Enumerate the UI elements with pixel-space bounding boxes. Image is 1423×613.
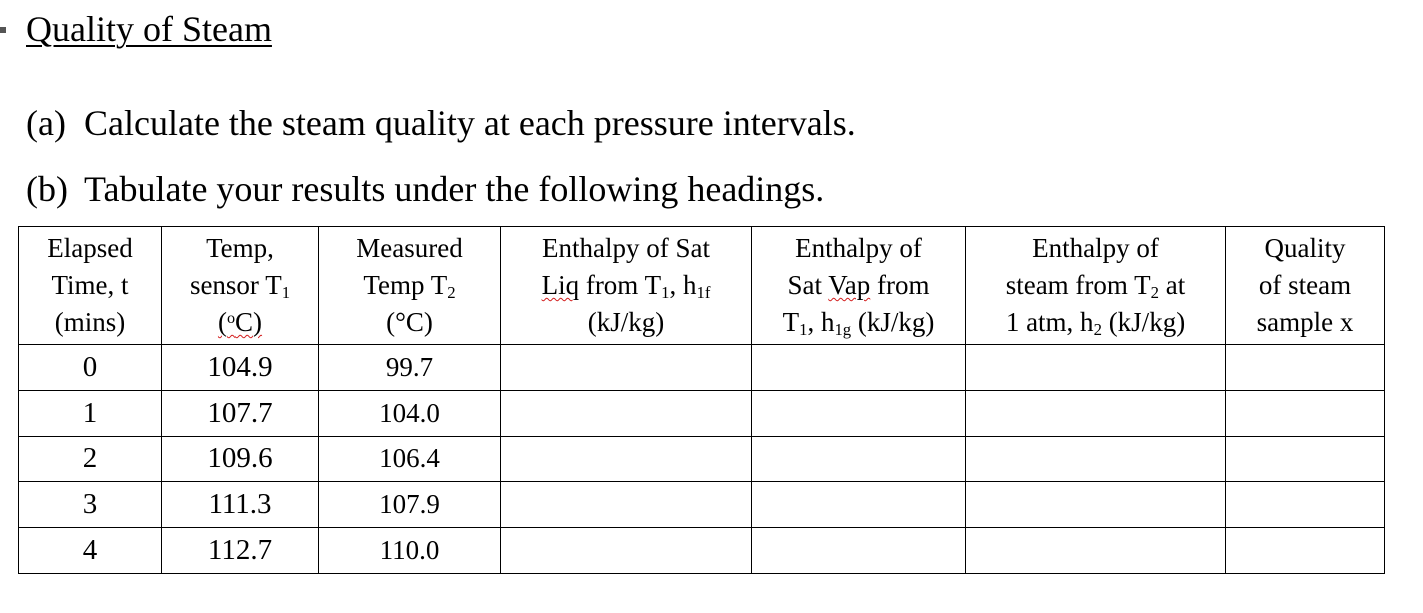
cell-temp-t1: 109.6 [162, 436, 319, 482]
cell-time: 2 [19, 436, 162, 482]
cell-enthalpy-vap[interactable] [752, 345, 966, 391]
cell-enthalpy-vap[interactable] [752, 482, 966, 528]
table-row [19, 345, 1385, 391]
cell-enthalpy-liq[interactable] [501, 528, 752, 574]
cell-temp-t2: 106.4 [319, 436, 501, 482]
cell-time: 0 [19, 345, 162, 391]
header-elapsed-time: Elapsed Time, t (mins) [19, 227, 162, 345]
cell-quality[interactable] [1226, 345, 1385, 391]
instruction-b-text: Tabulate your results under the following headings. [84, 169, 825, 209]
results-table [18, 226, 1385, 574]
cell-quality[interactable] [1226, 482, 1385, 528]
document-title: Quality of Steam [26, 9, 272, 49]
cell-temp-t1: 112.7 [162, 528, 319, 574]
cell-temp-t1: 107.7 [162, 390, 319, 436]
cell-temp-t1: 111.3 [162, 482, 319, 528]
table-row [19, 482, 1385, 528]
table-header-row [19, 227, 1385, 345]
cell-enthalpy-liq[interactable] [501, 390, 752, 436]
instruction-a-text: Calculate the steam quality at each pressure intervals. [84, 103, 856, 143]
cell-enthalpy-steam[interactable] [966, 528, 1226, 574]
table-row [19, 390, 1385, 436]
cell-enthalpy-vap[interactable] [752, 528, 966, 574]
cell-quality[interactable] [1226, 390, 1385, 436]
instruction-b [26, 168, 824, 210]
header-enthalpy-sat-liq: Enthalpy of Sat Liq from $T_1$, $h_{1f}$ (kJ/kg) [501, 227, 752, 345]
instruction-b-label: (b) [26, 169, 68, 209]
header-enthalpy-sat-vap: Enthalpy of Sat Vap from $T_1$, $h_{1g}$ (kJ/kg) [752, 227, 966, 345]
header-quality: Quality of steam sample x [1226, 227, 1385, 345]
cell-quality[interactable] [1226, 436, 1385, 482]
header-enthalpy-steam: Enthalpy of steam from $T_2$ at 1 atm, $h_2$ (kJ/kg) [966, 227, 1226, 345]
cell-enthalpy-steam[interactable] [966, 345, 1226, 391]
cell-temp-t2: 104.0 [319, 390, 501, 436]
cell-enthalpy-vap[interactable] [752, 390, 966, 436]
list-bullet-marker [0, 27, 6, 33]
cell-enthalpy-vap[interactable] [752, 436, 966, 482]
table-row [19, 436, 1385, 482]
cell-time: 3 [19, 482, 162, 528]
cell-temp-t1: 104.9 [162, 345, 319, 391]
header-temp-t2: Measured Temp $T_2$ (°C) [319, 227, 501, 345]
header-temp-t1: Temp, sensor $T_1$ ($^o$C) [162, 227, 319, 345]
cell-time: 1 [19, 390, 162, 436]
cell-enthalpy-liq[interactable] [501, 436, 752, 482]
cell-temp-t2: 99.7 [319, 345, 501, 391]
cell-time: 4 [19, 528, 162, 574]
cell-quality[interactable] [1226, 528, 1385, 574]
instruction-a-label: (a) [26, 103, 66, 143]
cell-temp-t2: 107.9 [319, 482, 501, 528]
table-row [19, 528, 1385, 574]
cell-temp-t2: 110.0 [319, 528, 501, 574]
cell-enthalpy-liq[interactable] [501, 345, 752, 391]
cell-enthalpy-steam[interactable] [966, 436, 1226, 482]
cell-enthalpy-steam[interactable] [966, 390, 1226, 436]
instruction-a [26, 102, 856, 144]
cell-enthalpy-liq[interactable] [501, 482, 752, 528]
cell-enthalpy-steam[interactable] [966, 482, 1226, 528]
